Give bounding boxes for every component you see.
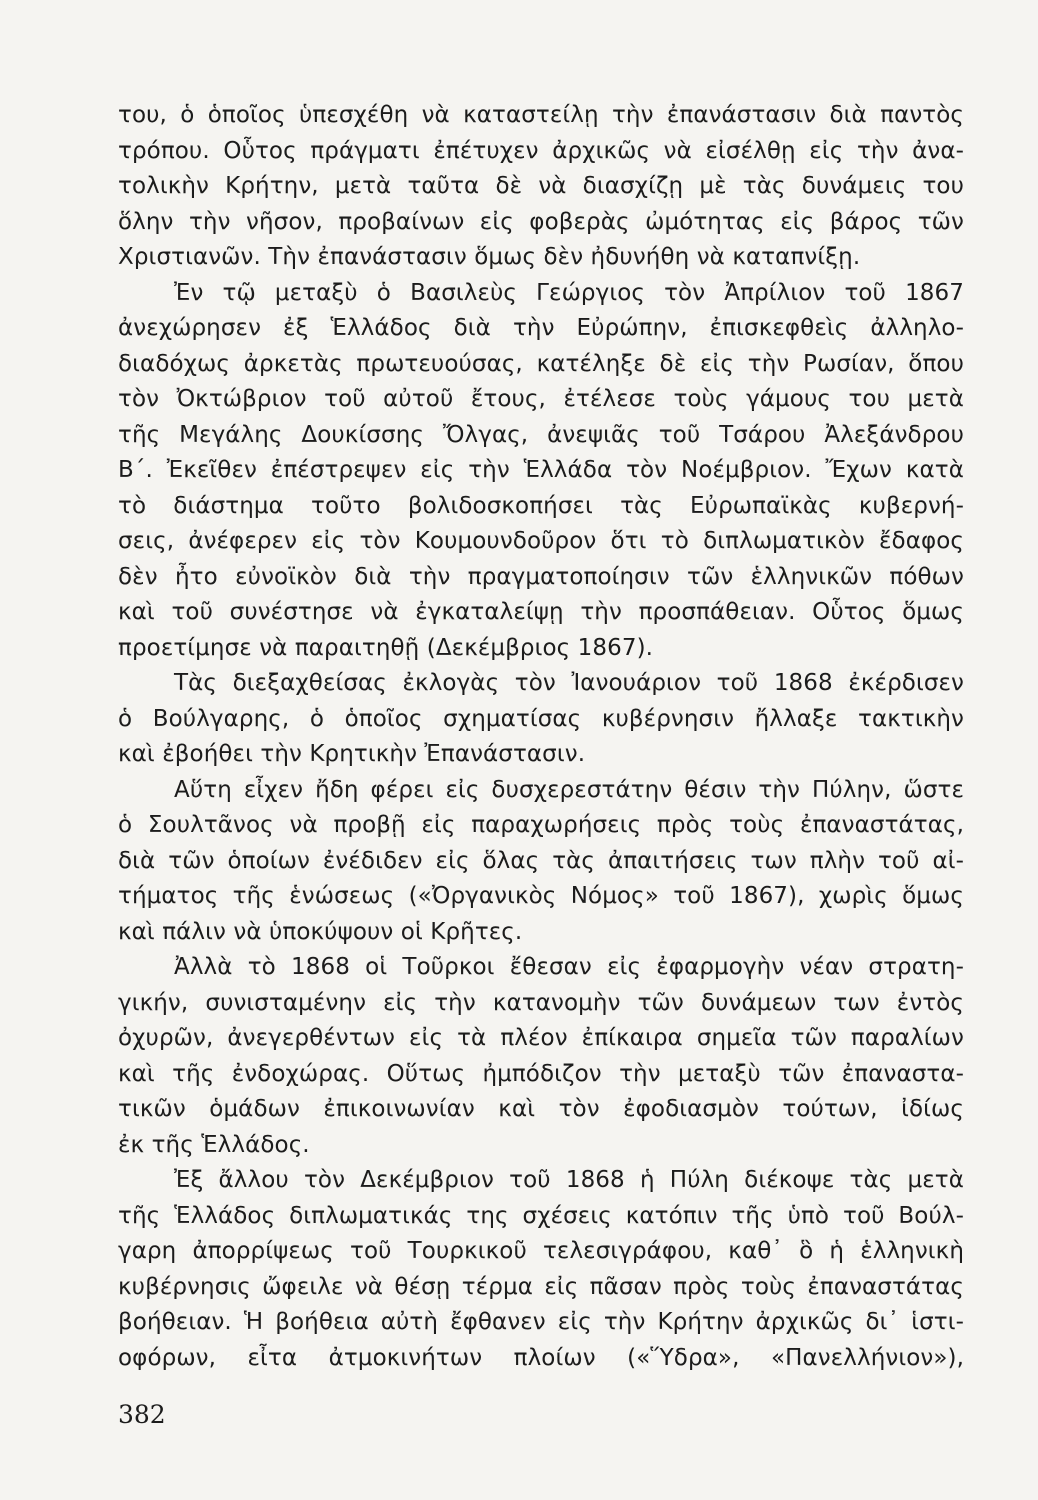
text-line: κυβέρνησις ὤφειλε νὰ θέσῃ τέρμα εἰς πᾶσαν πρὸς τοὺς ἐπαναστάτας (118, 1273, 964, 1300)
text-line: καὶ πάλιν νὰ ὑποκύψουν οἱ Κρῆτες. (118, 918, 523, 945)
text-line: ὁ Βούλγαρης, ὁ ὁποῖος σχηματίσας κυβέρνησιν ἤλλαξε τακτικὴν (118, 705, 964, 732)
text-line: Β΄. Ἐκεῖθεν ἐπέστρεψεν εἰς τὴν Ἑλλάδα τὸν Νοέμβριον. Ἔχων κατὰ (118, 457, 964, 483)
paragraph-start-line: Ἐν τῷ μεταξὺ ὁ Βασιλεὺς Γεώργιος τὸν Ἀπρίλιον τοῦ 1867 (174, 279, 964, 306)
paragraph-start-line: Ἀλλὰ τὸ 1868 οἱ Τοῦρκοι ἔθεσαν εἰς ἐφαρμογὴν νέαν στρατη- (174, 954, 964, 980)
text-line: σεις, ἀνέφερεν εἰς τὸν Κουμουνδοῦρον ὅτι τὸ διπλωματικὸν ἔδαφος (118, 528, 964, 554)
paragraph-start-line: Τὰς διεξαχθείσας ἐκλογὰς τὸν Ἰανουάριον τοῦ 1868 ἐκέρδισεν (174, 670, 964, 696)
text-line: ὅλην τὴν νῆσον, προβαίνων εἰς φοβερὰς ὠμότητας εἰς βάρος τῶν (118, 208, 964, 235)
text-line: διὰ τῶν ὁποίων ἐνέδιδεν εἰς ὅλας τὰς ἀπαιτήσεις των πλὴν τοῦ αἰ- (118, 847, 964, 874)
text-line: καὶ ἐβοήθει τὴν Κρητικὴν Ἐπανάστασιν. (118, 741, 586, 767)
text-line: ἀνεχώρησεν ἐξ Ἑλλάδος διὰ τὴν Εὐρώπην, ἐπισκεφθεὶς ἀλληλο- (118, 315, 964, 341)
text-line: ὀχυρῶν, ἀνεγερθέντων εἰς τὰ πλέον ἐπίκαιρα σημεῖα τῶν παραλίων (118, 1025, 964, 1051)
text-line: τὸν Ὀκτώβριον τοῦ αὐτοῦ ἔτους, ἐτέλεσε τοὺς γάμους του μετὰ (118, 386, 964, 412)
text-line: Χριστιανῶν. Τὴν ἐπανάστασιν ὅμως δὲν ἠδυνήθη νὰ καταπνίξῃ. (118, 244, 861, 270)
text-line: τρόπου. Οὗτος πράγματι ἐπέτυχεν ἀρχικῶς νὰ εἰσέλθῃ εἰς τὴν ἀνα- (118, 137, 964, 164)
text-line: οφόρων, εἶτα ἀτμοκινήτων πλοίων («Ὕδρα», «Πανελλήνιον»), (118, 1344, 964, 1371)
text-line: τικῶν ὁμάδων ἐπικοινωνίαν καὶ τὸν ἐφοδιασμὸν τούτων, ἰδίως (118, 1096, 964, 1122)
text-line: δὲν ἦτο εὐνοϊκὸν διὰ τὴν πραγματοποίησιν τῶν ἑλληνικῶν πόθων (118, 563, 964, 590)
text-line: καὶ τῆς ἐνδοχώρας. Οὕτως ἠμπόδιζον τὴν μεταξὺ τῶν ἐπαναστα- (118, 1060, 964, 1087)
text-line: του, ὁ ὁποῖος ὑπεσχέθη νὰ καταστείλῃ τὴν ἐπανάστασιν διὰ παντὸς (118, 102, 964, 128)
text-line: γαρη ἀπορρίψεως τοῦ Τουρκικοῦ τελεσιγράφου, καθ᾽ ὃ ἡ ἑλληνικὴ (118, 1238, 964, 1264)
paragraph-start-line: Ἐξ ἄλλου τὸν Δεκέμβριον τοῦ 1868 ἡ Πύλη διέκοψε τὰς μετὰ (174, 1167, 964, 1193)
text-line: ὁ Σουλτᾶνος νὰ προβῇ εἰς παραχωρήσεις πρὸς τοὺς ἐπαναστάτας, (118, 812, 964, 838)
body-text (118, 98, 964, 1376)
text-line: γικήν, συνισταμένην εἰς τὴν κατανομὴν τῶν δυνάμεων των ἐντὸς (118, 989, 964, 1016)
text-line: τήματος τῆς ἑνώσεως («Ὀργανικὸς Νόμος» τοῦ 1867), χωρὶς ὅμως (118, 883, 964, 909)
text-line: καὶ τοῦ συνέστησε νὰ ἐγκαταλείψῃ τὴν προσπάθειαν. Οὗτος ὅμως (118, 599, 964, 625)
text-line: τῆς Μεγάλης Δουκίσσης Ὄλγας, ἀνεψιᾶς τοῦ Τσάρου Ἀλεξάνδρου (118, 421, 964, 448)
text-line: προετίμησε νὰ παραιτηθῇ (Δεκέμβριος 1867). (118, 634, 654, 661)
page-number: 382 (118, 1400, 166, 1429)
text-line: βοήθειαν. Ἡ βοήθεια αὐτὴ ἔφθανεν εἰς τὴν Κρήτην ἀρχικῶς δι᾽ ἱστι- (118, 1309, 964, 1335)
text-line: τὸ διάστημα τοῦτο βολιδοσκοπήσει τὰς Εὐρωπαϊκὰς κυβερνή- (118, 492, 964, 519)
text-line: ἐκ τῆς Ἑλλάδος. (118, 1131, 310, 1158)
text-line: τῆς Ἑλλάδος διπλωματικάς της σχέσεις κατόπιν τῆς ὑπὸ τοῦ Βούλ- (118, 1202, 964, 1229)
paragraph-start-line: Αὕτη εἶχεν ἤδη φέρει εἰς δυσχερεστάτην θέσιν τὴν Πύλην, ὥστε (174, 776, 964, 803)
text-line: τολικὴν Κρήτην, μετὰ ταῦτα δὲ νὰ διασχίζῃ μὲ τὰς δυνάμεις του (118, 173, 964, 199)
text-line: διαδόχως ἀρκετὰς πρωτευούσας, κατέληξε δὲ εἰς τὴν Ρωσίαν, ὅπου (118, 350, 964, 377)
